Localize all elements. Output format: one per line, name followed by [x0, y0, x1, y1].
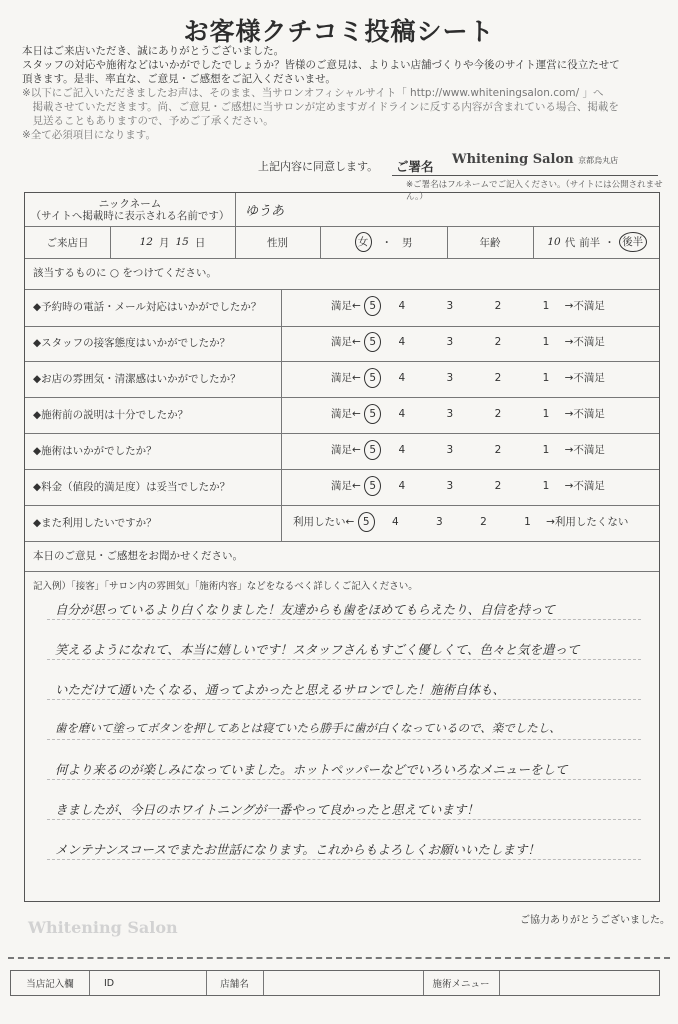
rating-option[interactable]: 3 [446, 336, 454, 348]
signature-note: ※ご署名はフルネームでご記入ください。（サイトには公開されません。） [406, 180, 663, 202]
rating-option[interactable]: 2 [494, 300, 502, 312]
nickname-label [25, 193, 235, 226]
intro-line: 本日はご来店いただき、誠にありがとうございました。 [22, 45, 285, 57]
comments-example: 記入例）「接客」「サロン内の雰囲気」「施術内容」などをなるべく詳しくご記入ください。 [33, 581, 418, 592]
office-menu-label: 施術メニュー [432, 979, 490, 990]
comment-line: きましたが、今日のホワイトニングが一番やって良かったと思えています！ [55, 802, 479, 817]
rating-right-label: →不満足 [564, 336, 605, 348]
thanks-text: ご協力ありがとうございました。 [520, 915, 670, 926]
gender-female-option[interactable]: 女 [355, 232, 372, 252]
visit-day-value: 15 [175, 236, 189, 248]
office-store-name-label: 店舗名 [220, 979, 249, 990]
survey-question: ◆スタッフの接客態度はいかがでしたか？ [33, 337, 231, 349]
rating-right-label: →不満足 [564, 408, 605, 420]
rating-option[interactable]: 3 [446, 372, 454, 384]
rating-scale[interactable] [331, 440, 605, 460]
intro-note: 見送ることもありますので、予めご了承ください。 [22, 115, 274, 127]
intro-text [22, 44, 662, 142]
rating-scale[interactable] [331, 296, 605, 316]
rating-option[interactable]: 4 [398, 300, 406, 312]
intro-line: スタッフの対応や施術などはいかがでしたでしょうか？皆様のご意見は、よりよい店舗づくりや今後のサイト運営に役立たせて [22, 59, 620, 71]
rating-right-label: →不満足 [564, 372, 605, 384]
rating-option[interactable]: 3 [446, 408, 454, 420]
signature-line [392, 175, 658, 176]
instruction-text: 該当するものに ○ をつけてください。 [33, 267, 217, 279]
signature-brand: Whitening Salon [452, 152, 574, 167]
age-separator: ・ [604, 236, 615, 249]
footer-logo: Whitening Salon [28, 918, 178, 937]
rating-right-label: →不満足 [564, 444, 605, 456]
office-id-label: ID [103, 977, 115, 989]
rating-option[interactable]: 2 [494, 444, 502, 456]
rating-option[interactable]: 4 [398, 444, 406, 456]
rating-option[interactable]: 1 [542, 300, 550, 312]
intro-note: ※全て必須項目になります。 [22, 129, 156, 141]
signature-label: ご署名 [396, 159, 434, 174]
rating-right-label: →不満足 [564, 300, 605, 312]
rating-left-label: 満足← [331, 300, 361, 312]
nickname-label-main: ニックネーム [98, 197, 162, 210]
rating-option[interactable]: 1 [524, 516, 531, 528]
survey-form [24, 192, 660, 902]
signature-stamp [452, 152, 618, 167]
nickname-field[interactable]: ゆうあ [245, 204, 285, 219]
age-field[interactable] [533, 226, 661, 258]
rating-scale[interactable] [331, 404, 605, 424]
agree-text: 上記内容に同意します。 [258, 160, 379, 173]
cut-line [8, 957, 670, 959]
intro-line: 頂きます。是非、率直な、ご意見・ご感想をご記入くださいませ。 [22, 73, 336, 85]
survey-question: ◆料金（値段的満足度）は妥当でしたか？ [33, 481, 231, 493]
office-use-table [10, 970, 660, 996]
rating-selected[interactable]: 5 [364, 476, 381, 496]
age-early-option[interactable]: 前半 [579, 236, 601, 249]
gender-options[interactable] [320, 226, 447, 258]
survey-question: ◆予約時の電話・メール対応はいかがでしたか？ [33, 301, 262, 313]
rating-option[interactable]: 4 [398, 480, 406, 492]
visit-day-unit: 日 [194, 236, 206, 249]
rating-option[interactable]: 2 [480, 516, 487, 528]
rating-option[interactable]: 4 [398, 408, 406, 420]
visit-month-value: 12 [139, 236, 153, 248]
rating-option[interactable]: 1 [542, 444, 550, 456]
rating-option[interactable]: 1 [542, 408, 550, 420]
page-title: お客様クチコミ投稿シート [183, 17, 495, 46]
rating-option[interactable]: 3 [446, 480, 454, 492]
intro-note: ※以下にご記入いただきましたお声は、そのまま、当サロンオフィシャルサイト「 http://www.whiteningsalon.com/ 」へ [22, 87, 604, 99]
visit-month-unit: 月 [159, 236, 170, 249]
rating-option[interactable]: 2 [494, 480, 502, 492]
rating-option[interactable]: 2 [494, 336, 502, 348]
age-value: 10 [547, 236, 561, 248]
comment-line: 笑えるようになれて、本当に嬉しいです！スタッフさんもすごく優しくて、色々と気を遣って [55, 642, 580, 657]
rating-left-label: 満足← [331, 372, 361, 384]
rating-option[interactable]: 2 [494, 408, 502, 420]
rating-selected[interactable]: 5 [364, 368, 381, 388]
rating-option[interactable]: 1 [542, 336, 550, 348]
rating-right-label: →利用したくない [546, 516, 629, 528]
survey-question: ◆また利用したいですか？ [33, 517, 157, 529]
rating-left-label: 満足← [331, 408, 361, 420]
survey-question: ◆お店の雰囲気・清潔感はいかがでしたか？ [33, 373, 241, 385]
comments-heading: 本日のご意見・ご感想をお聞かせください。 [33, 550, 243, 562]
survey-question: ◆施術はいかがでしたか？ [33, 445, 157, 457]
rating-left-label: 満足← [331, 444, 361, 456]
comment-line: 歯を磨いて塗ってボタンを押してあとは寝ていたら勝手に歯が白くなっているので、楽でしたし、 [55, 721, 561, 735]
rating-option[interactable]: 2 [494, 372, 502, 384]
rating-selected[interactable]: 5 [364, 404, 381, 424]
rating-left-label: 利用したい← [293, 516, 355, 528]
rating-scale[interactable] [331, 368, 605, 388]
age-late-option[interactable]: 後半 [619, 232, 647, 252]
rating-option[interactable]: 4 [398, 372, 406, 384]
gender-separator: ・ [381, 236, 392, 249]
gender-label: 性別 [267, 236, 288, 249]
rating-selected[interactable]: 5 [364, 440, 381, 460]
rating-option[interactable]: 1 [542, 480, 550, 492]
rating-selected[interactable]: 5 [364, 296, 381, 316]
rating-option[interactable]: 3 [446, 444, 454, 456]
rating-selected[interactable]: 5 [364, 332, 381, 352]
survey-question: ◆施術前の説明は十分でしたか？ [33, 409, 189, 421]
gender-male-option[interactable]: 男 [402, 236, 413, 249]
age-label: 年齢 [479, 236, 501, 249]
visit-date-label: ご来店日 [46, 236, 89, 249]
rating-left-label: 満足← [331, 480, 361, 492]
comment-line: メンテナンスコースでまたお世話になります。これからもよろしくお願いいたします！ [55, 842, 540, 857]
rating-option[interactable]: 4 [392, 516, 399, 528]
rating-option[interactable]: 1 [542, 372, 550, 384]
age-unit: 代 [564, 236, 576, 249]
nickname-label-sub: （サイトへ掲載時に表示される名前です） [30, 209, 230, 222]
rating-scale[interactable] [331, 332, 605, 352]
rating-left-label: 満足← [331, 336, 361, 348]
rating-option[interactable]: 3 [436, 516, 443, 528]
rating-option[interactable]: 3 [446, 300, 454, 312]
intro-note: 掲載させていただきます。尚、ご意見・ご感想に当サロンが定めますガイドラインに反する内容が含まれている場合、掲載を [22, 101, 619, 113]
rating-scale[interactable] [331, 476, 605, 496]
rating-selected[interactable]: 5 [358, 512, 375, 532]
signature-branch: 京都烏丸店 [578, 156, 619, 165]
rating-option[interactable]: 4 [398, 336, 406, 348]
office-store-entry-label: 当店記入欄 [26, 979, 74, 990]
comment-line: 何より来るのが楽しみになっていました。ホットペッパーなどでいろいろなメニューをして [55, 762, 568, 777]
rating-scale[interactable] [293, 512, 628, 532]
comment-line: いただけて通いたくなる、通ってよかったと思えるサロンでした！施術自体も、 [55, 682, 506, 697]
comment-line: 自分が思っているより白くなりました！友達からも歯をほめてもらえたり、自信を持って [55, 602, 556, 617]
visit-date-field[interactable] [110, 226, 235, 258]
rating-right-label: →不満足 [564, 480, 605, 492]
